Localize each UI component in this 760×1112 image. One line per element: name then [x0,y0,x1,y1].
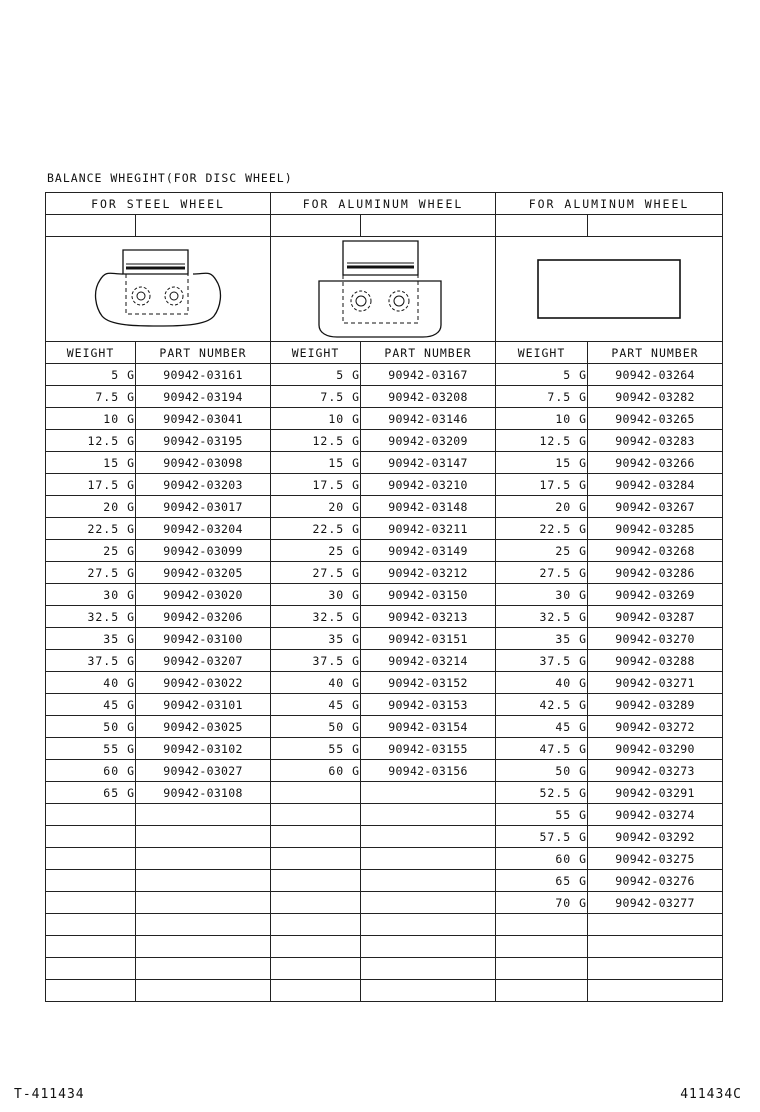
weight-cell: 20 G [46,496,136,518]
table-row [46,870,723,892]
weight-cell [46,870,136,892]
part-number-cell: 90942-03167 [361,364,496,386]
drawing-number-left: T-411434 [14,1087,85,1102]
part-number-cell: 90942-03100 [136,628,271,650]
weight-cell: 60 G [496,848,588,870]
weight-cell: 37.5 G [271,650,361,672]
part-number-cell: 90942-03146 [361,408,496,430]
weight-cell: 12.5 G [46,430,136,452]
table-row [46,738,723,760]
part-number-cell [361,826,496,848]
part-number-cell: 90942-03108 [136,782,271,804]
table-row [46,782,723,804]
weight-cell [496,958,588,980]
part-number-cell: 90942-03025 [136,716,271,738]
weight-cell: 7.5 G [496,386,588,408]
part-number-cell [136,826,271,848]
part-number-cell: 90942-03288 [588,650,723,672]
weight-cell [271,870,361,892]
part-number-cell: 90942-03269 [588,584,723,606]
part-number-cell [136,936,271,958]
weight-cell: 42.5 G [496,694,588,716]
blank-subheader-row [46,215,723,237]
weight-cell: 57.5 G [496,826,588,848]
table-row [46,606,723,628]
part-number-cell: 90942-03283 [588,430,723,452]
weight-cell [496,980,588,1002]
table-row [46,540,723,562]
part-number-cell: 90942-03282 [588,386,723,408]
blank-cell [136,215,271,237]
weight-cell [46,936,136,958]
column-header-row [46,342,723,364]
part-number-cell: 90942-03272 [588,716,723,738]
part-number-cell: 90942-03277 [588,892,723,914]
blank-cell [496,215,588,237]
part-number-cell: 90942-03102 [136,738,271,760]
part-number-cell: 90942-03287 [588,606,723,628]
weight-cell: 65 G [496,870,588,892]
part-number-cell: 90942-03273 [588,760,723,782]
col-header-weight: WEIGHT [496,342,588,364]
part-number-cell: 90942-03041 [136,408,271,430]
weight-cell: 47.5 G [496,738,588,760]
col-header-weight: WEIGHT [271,342,361,364]
part-number-cell: 90942-03275 [588,848,723,870]
part-number-cell: 90942-03101 [136,694,271,716]
part-number-cell [361,782,496,804]
weight-cell: 15 G [46,452,136,474]
weight-cell [46,826,136,848]
part-number-cell [588,936,723,958]
part-number-cell [136,804,271,826]
part-number-cell [136,914,271,936]
weight-cell: 25 G [496,540,588,562]
col-header-part-number: PART NUMBER [361,342,496,364]
blank-cell [271,215,361,237]
table-row [46,958,723,980]
table-row [46,584,723,606]
part-number-cell: 90942-03099 [136,540,271,562]
table-row [46,496,723,518]
section-header-steel: FOR STEEL WHEEL [46,193,271,215]
weight-cell: 22.5 G [46,518,136,540]
blank-cell [588,215,723,237]
section-header-row [46,193,723,215]
part-number-cell: 90942-03147 [361,452,496,474]
table-row [46,848,723,870]
blank-cell [361,215,496,237]
part-number-cell: 90942-03266 [588,452,723,474]
weight-cell: 5 G [496,364,588,386]
part-number-cell: 90942-03292 [588,826,723,848]
weight-cell: 55 G [46,738,136,760]
part-number-cell: 90942-03194 [136,386,271,408]
weight-cell [271,958,361,980]
weight-cell: 45 G [496,716,588,738]
weight-cell [46,804,136,826]
weight-cell [271,804,361,826]
illustration-row [46,237,723,342]
steel-weight-illustration-cell [46,237,271,342]
weight-cell: 25 G [271,540,361,562]
weight-cell: 17.5 G [271,474,361,496]
weight-cell: 60 G [271,760,361,782]
weight-cell: 32.5 G [271,606,361,628]
part-number-cell [136,848,271,870]
part-number-cell: 90942-03155 [361,738,496,760]
part-number-cell: 90942-03271 [588,672,723,694]
weight-cell: 37.5 G [496,650,588,672]
part-number-cell [588,958,723,980]
adhesive-weight-illustration-cell [496,237,723,342]
weight-cell [496,936,588,958]
part-number-cell [361,870,496,892]
part-number-cell: 90942-03020 [136,584,271,606]
part-number-cell: 90942-03289 [588,694,723,716]
table-row [46,760,723,782]
weight-cell [271,980,361,1002]
part-number-cell: 90942-03149 [361,540,496,562]
part-number-cell: 90942-03154 [361,716,496,738]
weight-cell: 12.5 G [271,430,361,452]
weight-cell [271,914,361,936]
weight-cell: 15 G [271,452,361,474]
part-number-cell [136,892,271,914]
part-number-cell [136,958,271,980]
table-row [46,804,723,826]
part-number-cell: 90942-03161 [136,364,271,386]
part-number-cell: 90942-03022 [136,672,271,694]
weight-cell: 27.5 G [496,562,588,584]
table-row [46,628,723,650]
weight-cell: 27.5 G [271,562,361,584]
blank-cell [46,215,136,237]
weight-cell: 40 G [46,672,136,694]
weight-cell: 50 G [496,760,588,782]
section-header-aluminum-adhesive: FOR ALUMINUM WHEEL [496,193,723,215]
weight-cell: 40 G [496,672,588,694]
weight-cell: 20 G [271,496,361,518]
weight-cell: 32.5 G [496,606,588,628]
part-number-cell [361,804,496,826]
part-number-cell [361,892,496,914]
table-row [46,892,723,914]
weight-cell: 12.5 G [496,430,588,452]
part-number-cell: 90942-03207 [136,650,271,672]
weight-cell: 60 G [46,760,136,782]
part-number-cell [136,980,271,1002]
weight-cell: 35 G [271,628,361,650]
part-number-cell [361,914,496,936]
steel-wheel-weight-icon [88,244,228,334]
weight-cell: 30 G [271,584,361,606]
part-number-cell: 90942-03264 [588,364,723,386]
aluminum-wheel-weight-icon [313,237,453,341]
table-row [46,716,723,738]
weight-cell: 55 G [496,804,588,826]
part-number-cell: 90942-03268 [588,540,723,562]
table-row [46,914,723,936]
weight-cell: 70 G [496,892,588,914]
table-row [46,826,723,848]
weight-cell: 7.5 G [271,386,361,408]
part-number-cell: 90942-03151 [361,628,496,650]
part-number-cell: 90942-03214 [361,650,496,672]
part-number-cell: 90942-03210 [361,474,496,496]
part-number-cell: 90942-03017 [136,496,271,518]
weight-cell [46,914,136,936]
weight-cell: 30 G [496,584,588,606]
weight-cell: 55 G [271,738,361,760]
weight-cell [271,782,361,804]
part-number-cell: 90942-03148 [361,496,496,518]
part-number-cell: 90942-03098 [136,452,271,474]
weight-cell: 65 G [46,782,136,804]
part-number-cell: 90942-03267 [588,496,723,518]
weight-cell: 7.5 G [46,386,136,408]
part-number-cell [361,848,496,870]
table-row [46,452,723,474]
weight-cell: 25 G [46,540,136,562]
part-number-cell: 90942-03284 [588,474,723,496]
part-number-cell: 90942-03209 [361,430,496,452]
weight-cell: 35 G [46,628,136,650]
table-row [46,474,723,496]
weight-cell: 17.5 G [496,474,588,496]
weight-cell: 52.5 G [496,782,588,804]
part-number-cell: 90942-03156 [361,760,496,782]
weight-cell: 10 G [271,408,361,430]
weight-cell: 37.5 G [46,650,136,672]
table-row [46,650,723,672]
part-number-cell: 90942-03153 [361,694,496,716]
table-row [46,672,723,694]
weight-cell [271,826,361,848]
weight-cell: 40 G [271,672,361,694]
balance-weight-table [45,192,723,1002]
part-number-cell [588,914,723,936]
table-row [46,694,723,716]
col-header-weight: WEIGHT [46,342,136,364]
weight-cell: 20 G [496,496,588,518]
part-number-cell: 90942-03265 [588,408,723,430]
weight-cell: 45 G [271,694,361,716]
part-number-cell: 90942-03290 [588,738,723,760]
part-number-cell [361,980,496,1002]
part-number-cell [588,980,723,1002]
weight-cell: 30 G [46,584,136,606]
table-row [46,430,723,452]
part-number-cell: 90942-03195 [136,430,271,452]
table-row [46,518,723,540]
table-row [46,980,723,1002]
part-number-cell: 90942-03208 [361,386,496,408]
chart-title: BALANCE WHEGIHT(FOR DISC WHEEL) [47,171,293,185]
col-header-part-number: PART NUMBER [588,342,723,364]
part-number-cell: 90942-03285 [588,518,723,540]
weight-cell [496,914,588,936]
adhesive-weight-icon [534,257,684,321]
weight-cell: 5 G [46,364,136,386]
part-number-cell: 90942-03286 [588,562,723,584]
part-number-cell: 90942-03206 [136,606,271,628]
part-number-cell: 90942-03270 [588,628,723,650]
weight-cell: 15 G [496,452,588,474]
table-row [46,408,723,430]
part-number-cell: 90942-03152 [361,672,496,694]
weight-cell: 45 G [46,694,136,716]
weight-cell [271,936,361,958]
weight-cell: 10 G [46,408,136,430]
table-row [46,386,723,408]
table-row [46,364,723,386]
part-number-cell: 90942-03213 [361,606,496,628]
part-number-cell [136,870,271,892]
weight-cell: 50 G [46,716,136,738]
part-number-cell: 90942-03274 [588,804,723,826]
col-header-part-number: PART NUMBER [136,342,271,364]
part-number-cell: 90942-03211 [361,518,496,540]
weight-cell: 10 G [496,408,588,430]
part-number-cell: 90942-03276 [588,870,723,892]
weight-cell: 17.5 G [46,474,136,496]
weight-cell: 5 G [271,364,361,386]
weight-cell [271,892,361,914]
weight-cell [46,848,136,870]
part-number-cell: 90942-03027 [136,760,271,782]
aluminum-weight-illustration-cell [271,237,496,342]
part-number-cell [361,936,496,958]
weight-cell: 50 G [271,716,361,738]
part-number-cell: 90942-03291 [588,782,723,804]
weight-cell: 22.5 G [496,518,588,540]
table-row [46,936,723,958]
table-row [46,562,723,584]
section-header-aluminum: FOR ALUMINUM WHEEL [271,193,496,215]
weight-cell: 22.5 G [271,518,361,540]
part-number-cell: 90942-03203 [136,474,271,496]
weight-cell: 32.5 G [46,606,136,628]
weight-cell [46,980,136,1002]
weight-cell: 35 G [496,628,588,650]
weight-cell [46,958,136,980]
weight-cell [271,848,361,870]
weight-cell [46,892,136,914]
part-number-cell: 90942-03150 [361,584,496,606]
part-number-cell: 90942-03204 [136,518,271,540]
weight-cell: 27.5 G [46,562,136,584]
drawing-number-right: 411434C [680,1087,742,1102]
part-number-cell [361,958,496,980]
part-number-cell: 90942-03212 [361,562,496,584]
part-number-cell: 90942-03205 [136,562,271,584]
